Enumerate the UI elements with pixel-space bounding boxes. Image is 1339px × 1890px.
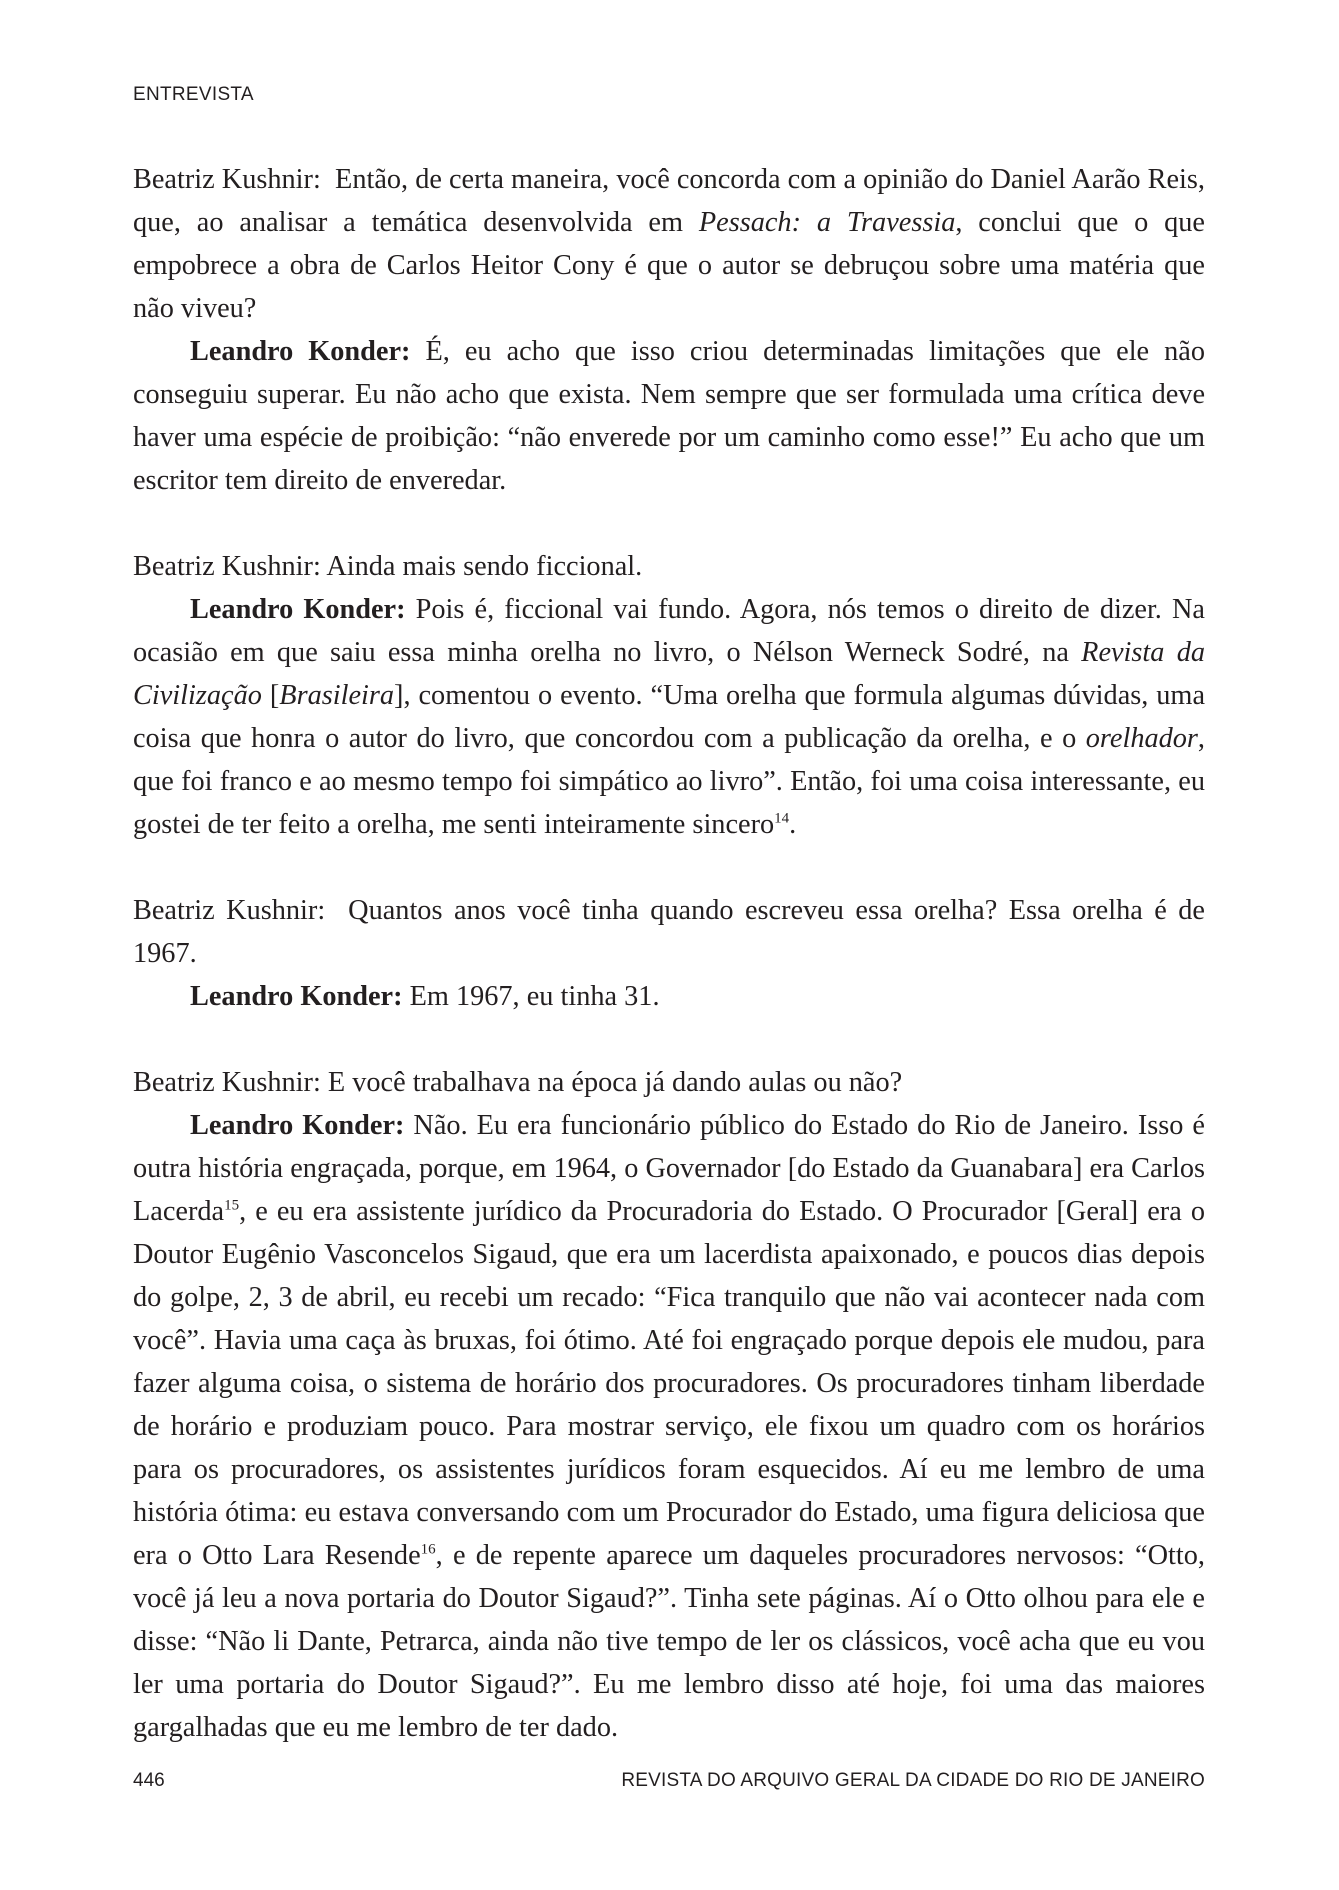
answer-paragraph: Leandro Konder: Em 1967, eu tinha 31. [190, 981, 660, 1012]
interview-text [133, 158, 1205, 1749]
book-title: Pessach: a Travessia [698, 207, 956, 238]
speaker-name: Leandro Konder: [190, 594, 406, 625]
running-head: ENTREVISTA [133, 84, 254, 105]
speaker-name: Beatriz Kushnir: [133, 164, 321, 195]
page-number: 446 [133, 1770, 165, 1791]
speaker-name: Leandro Konder: [190, 981, 403, 1012]
answer-paragraph: Leandro Konder: Não. Eu era funcionário público do Estado do Rio de Janeiro. Isso é outra história engraçada, porque, em 1964, o Governador [do Estado da Guanabara] era Carlos Lacerda$^{15}$, e eu era assistente jurídico da Procuradoria do Estado. O Procurador [Geral] era o Doutor Eugênio Vasconcelos Sigaud, que era um lacerdista apaixonado, e poucos dias depois do golpe, 2, 3 de abril, eu recebi um recado: “Fica tranquilo que não vai acontecer nada com você”. Havia uma caça às bruxas, foi ótimo. Até foi engraçado porque depois ele mudou, para fazer alguma coisa, o sistema de horário dos procuradores. Os procuradores tinham liberdade de horário e produziam pouco. Para mostrar serviço, ele fixou um quadro com os horários para os procuradores, os assistentes jurídicos foram esquecidos. Aí eu me lembro de uma história ótima: eu estava conversando com um Procurador do Estado, uma figura deliciosa que era o Otto Lara Resende$^{16}$, e de repente aparece um daqueles procuradores nervosos: “Otto, você já leu a nova portaria do Doutor Sigaud?”. Tinha sete páginas. Aí o Otto olhou para ele e disse: “Não li Dante, Petrarca, ainda não tive tempo de ler os clássicos, você acha que eu vou ler uma portaria do Doutor Sigaud?”. Eu me lembro disso até hoje, foi uma das maiores gargalhadas que eu me lembro de ter dado. [133, 1110, 1206, 1743]
journal-title: Revista da Civilização [133, 637, 1205, 711]
emphasis-word: orelhador [1085, 723, 1198, 754]
speaker-name: Beatriz Kushnir: [133, 1067, 321, 1098]
footnote-ref: 16 [420, 1541, 436, 1558]
speaker-name: Beatriz Kushnir: [133, 551, 321, 582]
question-paragraph: Beatriz Kushnir: Então, de certa maneira, você concorda com a opinião do Daniel Aarão Reis, que, ao analisar a temática desenvolvida em Pessach: a Travessia, conclui que o que empobrece a obra de Carlos Heitor Cony é que o autor se debruçou sobre uma matéria que não viveu? [133, 164, 1206, 324]
answer-paragraph: Leandro Konder: É, eu acho que isso criou determinadas limitações que ele não conseguiu superar. Eu não acho que exista. Nem sempre que ser formulada uma crítica deve haver uma espécie de proibição: “não enverede por um caminho como esse!” Eu acho que um escritor tem direito de enveredar. [133, 336, 1205, 496]
paragraph-gap [133, 846, 1205, 889]
speaker-name: Beatriz Kushnir: [133, 895, 326, 926]
speaker-name: Leandro Konder: [190, 1110, 405, 1141]
paragraph-gap [133, 502, 1205, 545]
speaker-name: Leandro Konder: [190, 336, 411, 367]
question-paragraph: Beatriz Kushnir: E você trabalhava na época já dando aulas ou não? [133, 1067, 903, 1098]
footnote-ref: 14 [774, 810, 790, 827]
footnote-ref: 15 [224, 1197, 240, 1214]
journal-name: REVISTA DO ARQUIVO GERAL DA CIDADE DO RIO DE JANEIRO [621, 1770, 1205, 1791]
journal-title-suffix: Brasileira [279, 680, 395, 711]
question-paragraph: Beatriz Kushnir: Quantos anos você tinha quando escreveu essa orelha? Essa orelha é de 1967. [133, 895, 1205, 969]
question-paragraph: Beatriz Kushnir: Ainda mais sendo ficcional. [133, 551, 643, 582]
answer-paragraph: Leandro Konder: Pois é, ficcional vai fundo. Agora, nós temos o direito de dizer. Na ocasião em que saiu essa minha orelha no livro, o Nélson Werneck Sodré, na Revista da Civilização [Brasileira], comentou o evento. “Uma orelha que formula algumas dúvidas, uma coisa que honra o autor do livro, que concordou com a publicação da orelha, e o orelhador, que foi franco e ao mesmo tempo foi simpático ao livro”. Então, foi uma coisa interessante, eu gostei de ter feito a orelha, me senti inteiramente sincero$^{14}$. [133, 594, 1206, 840]
paragraph-gap [133, 1018, 1205, 1061]
